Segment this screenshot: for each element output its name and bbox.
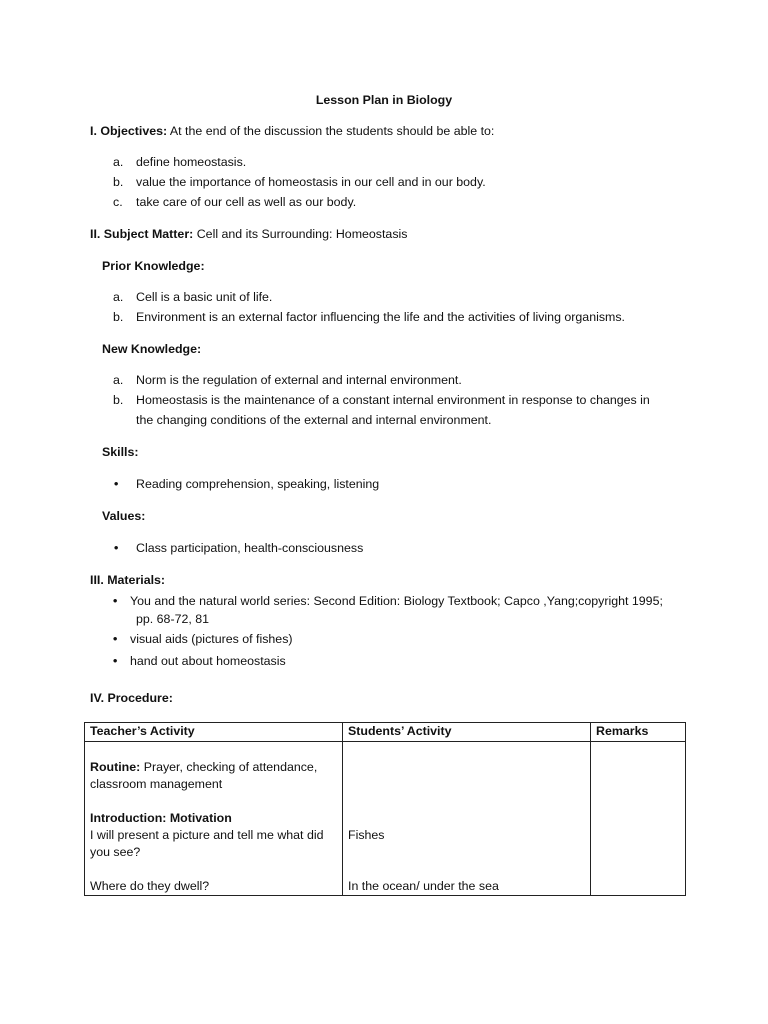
remarks-header: Remarks: [591, 723, 686, 742]
bullet-icon: •: [113, 654, 118, 668]
skills-heading: Skills:: [102, 445, 139, 459]
objectives-intro: At the end of the discussion the students should be able to:: [167, 124, 495, 138]
new-knowledge-marker: a.: [113, 373, 124, 387]
table-header-row: [85, 723, 686, 742]
student-answer-fishes: Fishes: [348, 828, 385, 842]
teacher-activity-header: Teacher’s Activity: [85, 723, 343, 742]
objective-marker: a.: [113, 155, 124, 169]
objectives-line: [90, 121, 494, 141]
bullet-icon: •: [114, 477, 119, 491]
remarks-cell: [591, 742, 686, 896]
routine-text: Prayer, checking of attendance,: [140, 760, 318, 774]
prior-knowledge-marker: a.: [113, 290, 124, 304]
objective-item: take care of our cell as well as our body.: [136, 195, 357, 209]
materials-item: hand out about homeostasis: [130, 654, 286, 668]
bullet-icon: •: [114, 541, 119, 555]
objective-marker: c.: [113, 195, 123, 209]
materials-item-continued: pp. 68-72, 81: [136, 612, 210, 626]
introduction-text-continued: you see?: [90, 845, 141, 859]
skills-item: Reading comprehension, speaking, listening: [136, 477, 380, 491]
new-knowledge-heading: New Knowledge:: [102, 342, 202, 356]
routine-text-continued: classroom management: [90, 777, 223, 791]
prior-knowledge-item: Cell is a basic unit of life.: [136, 290, 273, 304]
procedure-heading: IV. Procedure:: [90, 691, 173, 705]
materials-heading: III. Materials:: [90, 573, 166, 587]
objective-marker: b.: [113, 175, 124, 189]
values-heading: Values:: [102, 509, 146, 523]
prior-knowledge-marker: b.: [113, 310, 124, 324]
routine-label: Routine:: [90, 760, 141, 774]
prior-knowledge-item: Environment is an external factor influencing the life and the activities of living organisms.: [136, 310, 625, 324]
page-title: Lesson Plan in Biology: [315, 93, 453, 107]
introduction-text: I will present a picture and tell me what did: [90, 828, 324, 842]
table-row: [85, 742, 686, 896]
new-knowledge-marker: b.: [113, 393, 124, 407]
prior-knowledge-heading: Prior Knowledge:: [102, 259, 205, 273]
subject-matter-heading: II. Subject Matter:: [90, 227, 194, 241]
objective-item: value the importance of homeostasis in our cell and in our body.: [136, 175, 486, 189]
procedure-table: [84, 722, 686, 896]
values-item: Class participation, health-consciousness: [136, 541, 364, 555]
objective-item: define homeostasis.: [136, 155, 247, 169]
dwell-question: Where do they dwell?: [90, 879, 210, 893]
bullet-icon: •: [113, 594, 118, 608]
new-knowledge-item: Homeostasis is the maintenance of a constant internal environment in response to changes in: [136, 393, 650, 407]
subject-matter-line: [90, 224, 407, 244]
students-activity-header: Students’ Activity: [343, 723, 591, 742]
teacher-activity-cell: [85, 742, 343, 896]
objectives-heading: I. Objectives:: [90, 124, 168, 138]
new-knowledge-item-continued: the changing conditions of the external and internal environment.: [136, 413, 492, 427]
bullet-icon: •: [113, 632, 118, 646]
students-activity-cell: [343, 742, 591, 896]
materials-item: You and the natural world series: Second Edition: Biology Textbook; Capco ,Yang;copyright 1995;: [130, 594, 663, 608]
materials-item: visual aids (pictures of fishes): [130, 632, 293, 646]
new-knowledge-item: Norm is the regulation of external and internal environment.: [136, 373, 462, 387]
student-answer-ocean: In the ocean/ under the sea: [348, 879, 499, 893]
introduction-label: Introduction: Motivation: [90, 811, 232, 825]
subject-matter-text: Cell and its Surrounding: Homeostasis: [193, 227, 408, 241]
